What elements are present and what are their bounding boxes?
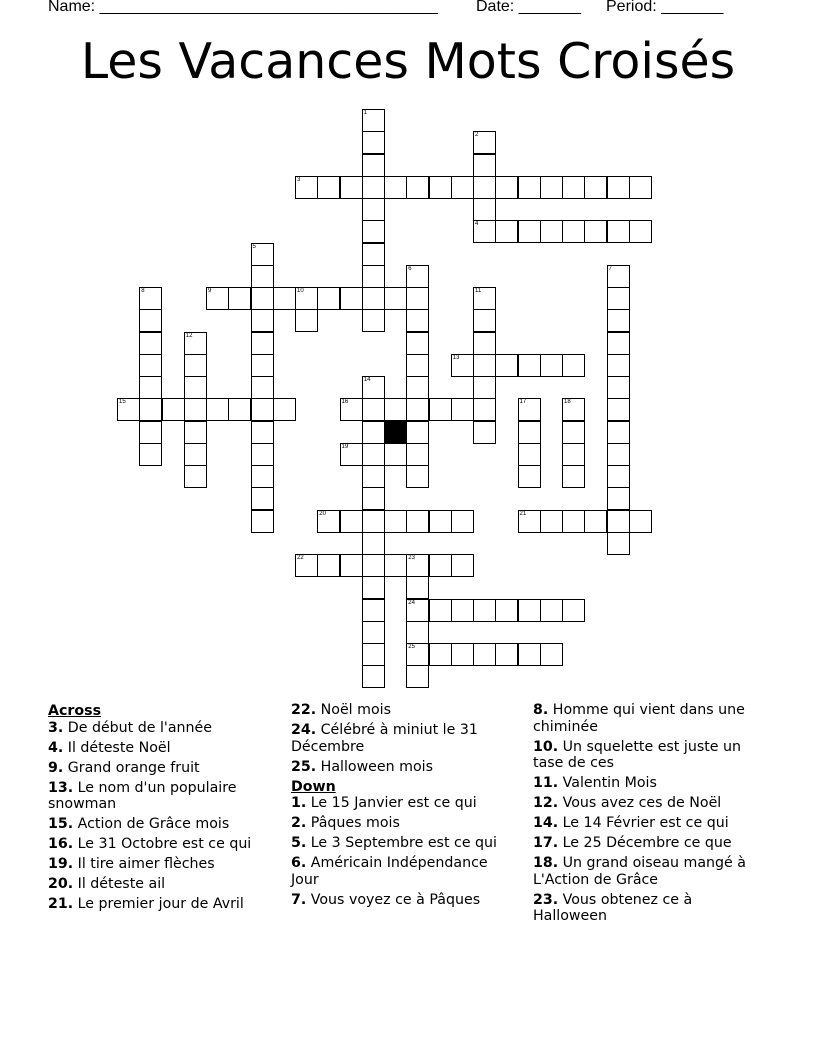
grid-cell[interactable] xyxy=(406,576,429,599)
grid-cell[interactable] xyxy=(251,443,274,466)
grid-cell[interactable] xyxy=(362,109,385,132)
grid-cell[interactable] xyxy=(406,510,429,533)
clue-item xyxy=(291,815,511,832)
clue-number: 17 xyxy=(519,399,527,406)
grid-cell[interactable] xyxy=(406,354,429,377)
clue-item xyxy=(533,739,769,772)
grid-cell[interactable] xyxy=(473,309,496,332)
grid-cell[interactable] xyxy=(184,332,207,355)
clue-number: 13 xyxy=(452,354,460,361)
grid-cell[interactable] xyxy=(184,421,207,444)
grid-cell[interactable] xyxy=(206,398,229,421)
grid-cell[interactable] xyxy=(251,398,274,421)
clue-number: 25 xyxy=(408,644,415,650)
grid-cell[interactable] xyxy=(340,510,363,533)
grid-cell[interactable] xyxy=(451,398,474,421)
clue-column-1 xyxy=(48,702,280,916)
clue-item-number: 10. xyxy=(533,738,559,755)
grid-cell[interactable] xyxy=(518,510,541,533)
grid-cell[interactable] xyxy=(139,421,162,444)
grid-cell[interactable] xyxy=(139,443,162,466)
grid-cell[interactable] xyxy=(495,220,518,243)
clue-number: 24 xyxy=(408,599,415,606)
clue-item-text: Il déteste ail xyxy=(73,876,166,892)
clue-item xyxy=(533,835,769,852)
clue-item-text: Le premier jour de Avril xyxy=(73,896,244,912)
clue-item-text: Noël mois xyxy=(316,702,391,718)
clue-number: 16 xyxy=(341,399,349,406)
clue-item-number: 17. xyxy=(533,835,559,851)
grid-cell[interactable] xyxy=(139,287,162,310)
clue-item-text: Halloween mois xyxy=(316,758,433,775)
clue-item-number: 5. xyxy=(291,835,307,851)
grid-cell[interactable] xyxy=(406,287,429,310)
clue-item-text: Valentin Mois xyxy=(558,775,657,791)
clue-number: 2 xyxy=(475,132,479,139)
clue-item-number: 3. xyxy=(48,719,64,736)
grid-cell[interactable] xyxy=(495,643,518,666)
grid-cell[interactable] xyxy=(406,443,429,466)
grid-cell[interactable] xyxy=(607,332,630,355)
grid-cell[interactable] xyxy=(473,376,496,399)
grid-cell[interactable] xyxy=(518,465,541,488)
clue-number: 8 xyxy=(141,288,145,294)
clue-item xyxy=(48,720,280,737)
grid-cell[interactable] xyxy=(607,398,630,421)
grid-cell[interactable] xyxy=(406,554,429,577)
clue-number: 10 xyxy=(297,288,304,294)
grid-cell[interactable] xyxy=(251,332,274,355)
clue-item-text: Il tire aimer flèches xyxy=(73,856,215,872)
clue-number: 12 xyxy=(185,332,193,339)
grid-cell[interactable] xyxy=(406,665,429,688)
grid-cell[interactable] xyxy=(473,599,496,622)
grid-cell[interactable] xyxy=(629,510,652,533)
clue-item-number: 20. xyxy=(48,876,74,892)
grid-cell[interactable] xyxy=(429,398,452,421)
grid-cell[interactable] xyxy=(451,554,474,577)
grid-cell[interactable] xyxy=(406,621,429,644)
grid-cell[interactable] xyxy=(362,443,385,466)
grid-cell[interactable] xyxy=(540,599,563,622)
clue-number: 11 xyxy=(475,288,482,294)
grid-cell[interactable] xyxy=(406,309,429,332)
clue-item-text: Célébré à miniut le 31 Décembre xyxy=(291,722,478,755)
grid-cell[interactable] xyxy=(251,421,274,444)
grid-cell[interactable] xyxy=(518,443,541,466)
grid-cell[interactable] xyxy=(362,665,385,688)
grid-cell[interactable] xyxy=(362,621,385,644)
grid-cell[interactable] xyxy=(473,176,496,199)
grid-cell[interactable] xyxy=(251,354,274,377)
clue-number: 4 xyxy=(475,221,479,228)
grid-cell[interactable] xyxy=(473,154,496,177)
page-title: Les Vacances Mots Croisés xyxy=(80,33,736,90)
clue-item-number: 14. xyxy=(533,815,559,831)
grid-cell[interactable] xyxy=(228,398,251,421)
grid-cell[interactable] xyxy=(562,220,585,243)
grid-cell[interactable] xyxy=(406,332,429,355)
clue-item-text: Il déteste Noël xyxy=(63,739,171,756)
clue-item-text: Vous voyez ce à Pâques xyxy=(306,891,481,908)
grid-cell[interactable] xyxy=(362,220,385,243)
clue-item-number: 12. xyxy=(533,795,559,811)
clue-item-number: 24. xyxy=(291,722,317,738)
grid-cell[interactable] xyxy=(251,376,274,399)
grid-cell[interactable] xyxy=(384,398,407,421)
grid-cell[interactable] xyxy=(184,443,207,466)
grid-cell[interactable] xyxy=(251,309,274,332)
clue-item xyxy=(291,855,511,888)
grid-cell[interactable] xyxy=(340,287,363,310)
grid-cell[interactable] xyxy=(495,354,518,377)
grid-cell[interactable] xyxy=(562,398,585,421)
grid-cell[interactable] xyxy=(384,443,407,466)
grid-cell[interactable] xyxy=(340,176,363,199)
grid-cell[interactable] xyxy=(139,309,162,332)
grid-cell[interactable] xyxy=(362,465,385,488)
grid-cell[interactable] xyxy=(607,354,630,377)
clue-item xyxy=(48,876,280,893)
grid-cell[interactable] xyxy=(406,398,429,421)
grid-cell[interactable] xyxy=(629,220,652,243)
clue-item-text: Le nom d'un populaire snowman xyxy=(48,779,237,812)
grid-cell[interactable] xyxy=(295,287,318,310)
clue-item-text: Grand orange fruit xyxy=(63,759,200,776)
grid-cell[interactable] xyxy=(451,176,474,199)
grid-cell[interactable] xyxy=(540,510,563,533)
grid-cell[interactable] xyxy=(473,643,496,666)
grid-cell[interactable] xyxy=(540,643,563,666)
clue-item xyxy=(48,760,280,777)
grid-cell[interactable] xyxy=(562,421,585,444)
grid-cell[interactable] xyxy=(362,176,385,199)
grid-cell[interactable] xyxy=(451,354,474,377)
grid-cell[interactable] xyxy=(251,287,274,310)
clue-item-number: 2. xyxy=(291,815,307,831)
grid-cell[interactable] xyxy=(607,287,630,310)
grid-cell[interactable] xyxy=(206,287,229,310)
grid-cell[interactable] xyxy=(251,265,274,288)
grid-cell[interactable] xyxy=(473,421,496,444)
grid-cell[interactable] xyxy=(295,554,318,577)
clue-item-number: 6. xyxy=(291,855,307,871)
grid-cell[interactable] xyxy=(139,376,162,399)
grid-cell[interactable] xyxy=(607,443,630,466)
grid-cell[interactable] xyxy=(562,465,585,488)
clue-column-2 xyxy=(291,702,511,912)
clue-item-number: 25. xyxy=(291,758,317,775)
clue-item-text: Le 31 Octobre est ce qui xyxy=(73,836,252,852)
clue-number: 18 xyxy=(564,399,571,406)
clue-number: 7 xyxy=(608,265,612,272)
clue-item-number: 1. xyxy=(291,795,307,811)
clue-item-number: 8. xyxy=(533,702,549,718)
clue-item-number: 13. xyxy=(48,779,74,796)
clue-item xyxy=(291,759,511,776)
grid-cell[interactable] xyxy=(429,643,452,666)
clue-item-text: De début de l'année xyxy=(63,719,212,736)
grid-cell[interactable] xyxy=(273,287,296,310)
grid-cell[interactable] xyxy=(406,643,429,666)
grid-cell[interactable] xyxy=(362,599,385,622)
grid-cell[interactable] xyxy=(340,554,363,577)
grid-cell[interactable] xyxy=(607,376,630,399)
grid-cell[interactable] xyxy=(451,599,474,622)
grid-cell[interactable] xyxy=(362,309,385,332)
grid-cell[interactable] xyxy=(518,220,541,243)
clue-item xyxy=(291,835,511,852)
grid-cell[interactable] xyxy=(473,287,496,310)
clue-item xyxy=(48,836,280,853)
clue-item xyxy=(48,896,280,913)
grid-cell[interactable] xyxy=(629,176,652,199)
grid-cell[interactable] xyxy=(184,354,207,377)
grid-cell[interactable] xyxy=(139,354,162,377)
grid-cell[interactable] xyxy=(540,220,563,243)
clue-item xyxy=(291,722,511,755)
grid-cell[interactable] xyxy=(518,643,541,666)
grid-cell[interactable] xyxy=(584,510,607,533)
clue-item-text: Pâques mois xyxy=(306,815,400,831)
grid-cell[interactable] xyxy=(362,265,385,288)
grid-cell[interactable] xyxy=(406,176,429,199)
clue-item-text: Le 15 Janvier est ce qui xyxy=(306,795,477,811)
grid-cell[interactable] xyxy=(251,465,274,488)
clue-item-number: 23. xyxy=(533,891,559,908)
clue-item-text: Action de Grâce mois xyxy=(73,816,230,832)
grid-cell[interactable] xyxy=(184,398,207,421)
grid-cell[interactable] xyxy=(384,287,407,310)
grid-cell[interactable] xyxy=(607,421,630,444)
clue-item xyxy=(48,816,280,833)
name-field-label: Name: ______________________________________ xyxy=(48,0,438,15)
clue-item xyxy=(48,780,280,813)
grid-cell[interactable] xyxy=(162,398,185,421)
clue-item-text: Vous avez ces de Noël xyxy=(558,795,722,811)
section-heading-down: Down xyxy=(291,778,336,795)
grid-cell[interactable] xyxy=(473,220,496,243)
black-cell xyxy=(384,421,407,444)
grid-cell[interactable] xyxy=(362,376,385,399)
clue-item-text: Homme qui vient dans une chiminée xyxy=(533,702,745,735)
clue-item-text: Le 3 Septembre est ce qui xyxy=(306,835,497,851)
clue-item-number: 4. xyxy=(48,739,64,756)
grid-cell[interactable] xyxy=(451,643,474,666)
clue-item xyxy=(533,702,769,735)
grid-cell[interactable] xyxy=(251,487,274,510)
grid-cell[interactable] xyxy=(518,421,541,444)
grid-cell[interactable] xyxy=(495,176,518,199)
grid-cell[interactable] xyxy=(251,510,274,533)
grid-cell[interactable] xyxy=(607,309,630,332)
clue-number: 22 xyxy=(297,555,304,561)
grid-cell[interactable] xyxy=(251,243,274,266)
grid-cell[interactable] xyxy=(117,398,140,421)
grid-cell[interactable] xyxy=(362,154,385,177)
grid-cell[interactable] xyxy=(317,287,340,310)
grid-cell[interactable] xyxy=(317,176,340,199)
grid-cell[interactable] xyxy=(607,265,630,288)
grid-cell[interactable] xyxy=(139,332,162,355)
grid-cell[interactable] xyxy=(295,176,318,199)
grid-cell[interactable] xyxy=(362,532,385,555)
clue-item xyxy=(533,855,769,888)
grid-cell[interactable] xyxy=(317,510,340,533)
grid-cell[interactable] xyxy=(362,243,385,266)
clue-item xyxy=(291,702,511,719)
grid-cell[interactable] xyxy=(473,354,496,377)
grid-cell[interactable] xyxy=(607,220,630,243)
grid-cell[interactable] xyxy=(518,354,541,377)
clue-item-number: 11. xyxy=(533,775,559,791)
section-heading-across: Across xyxy=(48,703,102,719)
grid-cell[interactable] xyxy=(429,176,452,199)
clue-item-number: 16. xyxy=(48,836,74,852)
grid-cell[interactable] xyxy=(562,354,585,377)
grid-cell[interactable] xyxy=(139,398,162,421)
clue-number: 23 xyxy=(408,555,415,561)
clue-item xyxy=(291,795,511,812)
grid-cell[interactable] xyxy=(406,376,429,399)
grid-cell[interactable] xyxy=(362,131,385,154)
grid-cell[interactable] xyxy=(362,643,385,666)
grid-cell[interactable] xyxy=(495,599,518,622)
clue-item-text: Vous obtenez ce à Halloween xyxy=(533,891,693,924)
clue-item-text: Un squelette est juste un tase de ces xyxy=(533,738,741,771)
grid-cell[interactable] xyxy=(406,599,429,622)
clue-item-text: Le 25 Décembre ce que xyxy=(558,835,732,851)
grid-cell[interactable] xyxy=(473,398,496,421)
clue-item xyxy=(533,815,769,832)
grid-cell[interactable] xyxy=(429,554,452,577)
grid-cell[interactable] xyxy=(473,131,496,154)
clue-number: 1 xyxy=(363,110,368,116)
grid-cell[interactable] xyxy=(406,421,429,444)
grid-cell[interactable] xyxy=(607,465,630,488)
grid-cell[interactable] xyxy=(518,176,541,199)
grid-cell[interactable] xyxy=(518,398,541,421)
grid-cell[interactable] xyxy=(362,421,385,444)
clue-item-number: 18. xyxy=(533,855,559,871)
clue-item-number: 19. xyxy=(48,856,74,872)
clue-column-3 xyxy=(533,702,769,928)
grid-cell[interactable] xyxy=(607,487,630,510)
grid-cell[interactable] xyxy=(406,265,429,288)
grid-cell[interactable] xyxy=(362,554,385,577)
grid-cell[interactable] xyxy=(362,510,385,533)
period-field-label: Period: _______ xyxy=(606,0,724,15)
grid-cell[interactable] xyxy=(607,176,630,199)
grid-cell[interactable] xyxy=(362,576,385,599)
clue-number: 15 xyxy=(119,399,126,406)
clue-item xyxy=(533,795,769,812)
grid-cell[interactable] xyxy=(295,309,318,332)
grid-cell[interactable] xyxy=(384,176,407,199)
clue-number: 19 xyxy=(341,443,349,450)
clue-item xyxy=(533,775,769,792)
clue-item xyxy=(291,892,511,909)
clue-item-text: Américain Indépendance Jour xyxy=(291,855,488,888)
grid-cell[interactable] xyxy=(406,465,429,488)
grid-cell[interactable] xyxy=(584,176,607,199)
clue-item-number: 21. xyxy=(48,896,74,912)
grid-cell[interactable] xyxy=(562,510,585,533)
clue-number: 9 xyxy=(208,288,212,294)
grid-cell[interactable] xyxy=(317,554,340,577)
clue-item-number: 7. xyxy=(291,891,307,908)
grid-cell[interactable] xyxy=(584,220,607,243)
grid-cell[interactable] xyxy=(362,487,385,510)
clue-number: 14 xyxy=(363,377,371,383)
clue-number: 5 xyxy=(252,243,256,250)
grid-cell[interactable] xyxy=(540,176,563,199)
grid-cell[interactable] xyxy=(384,510,407,533)
grid-cell[interactable] xyxy=(362,198,385,221)
clue-item xyxy=(48,740,280,757)
grid-cell[interactable] xyxy=(184,465,207,488)
clue-item-text: Un grand oiseau mangé à L'Action de Grâce xyxy=(533,855,746,888)
date-field-label: Date: _______ xyxy=(476,0,581,15)
clue-item-number: 22. xyxy=(291,702,317,718)
grid-cell[interactable] xyxy=(451,510,474,533)
clue-item xyxy=(48,856,280,873)
grid-cell[interactable] xyxy=(340,443,363,466)
grid-cell[interactable] xyxy=(518,599,541,622)
grid-cell[interactable] xyxy=(562,599,585,622)
grid-cell[interactable] xyxy=(340,398,363,421)
clue-item-number: 9. xyxy=(48,759,64,776)
clue-item-text: Le 14 Février est ce qui xyxy=(558,815,729,831)
clue-item xyxy=(533,892,769,925)
grid-cell[interactable] xyxy=(473,198,496,221)
clue-number: 21 xyxy=(519,510,527,517)
grid-cell[interactable] xyxy=(562,443,585,466)
grid-cell[interactable] xyxy=(540,354,563,377)
grid-cell[interactable] xyxy=(228,287,251,310)
grid-cell[interactable] xyxy=(607,532,630,555)
grid-cell[interactable] xyxy=(184,376,207,399)
grid-cell[interactable] xyxy=(473,332,496,355)
clue-number: 20 xyxy=(319,510,326,517)
grid-cell[interactable] xyxy=(384,554,407,577)
grid-cell[interactable] xyxy=(362,398,385,421)
grid-cell[interactable] xyxy=(607,510,630,533)
grid-cell[interactable] xyxy=(562,176,585,199)
grid-cell[interactable] xyxy=(429,599,452,622)
clue-number: 3 xyxy=(297,176,301,183)
grid-cell[interactable] xyxy=(429,510,452,533)
grid-cell[interactable] xyxy=(273,398,296,421)
clue-number: 6 xyxy=(408,265,412,272)
grid-cell[interactable] xyxy=(362,287,385,310)
clue-item-number: 15. xyxy=(48,816,74,832)
